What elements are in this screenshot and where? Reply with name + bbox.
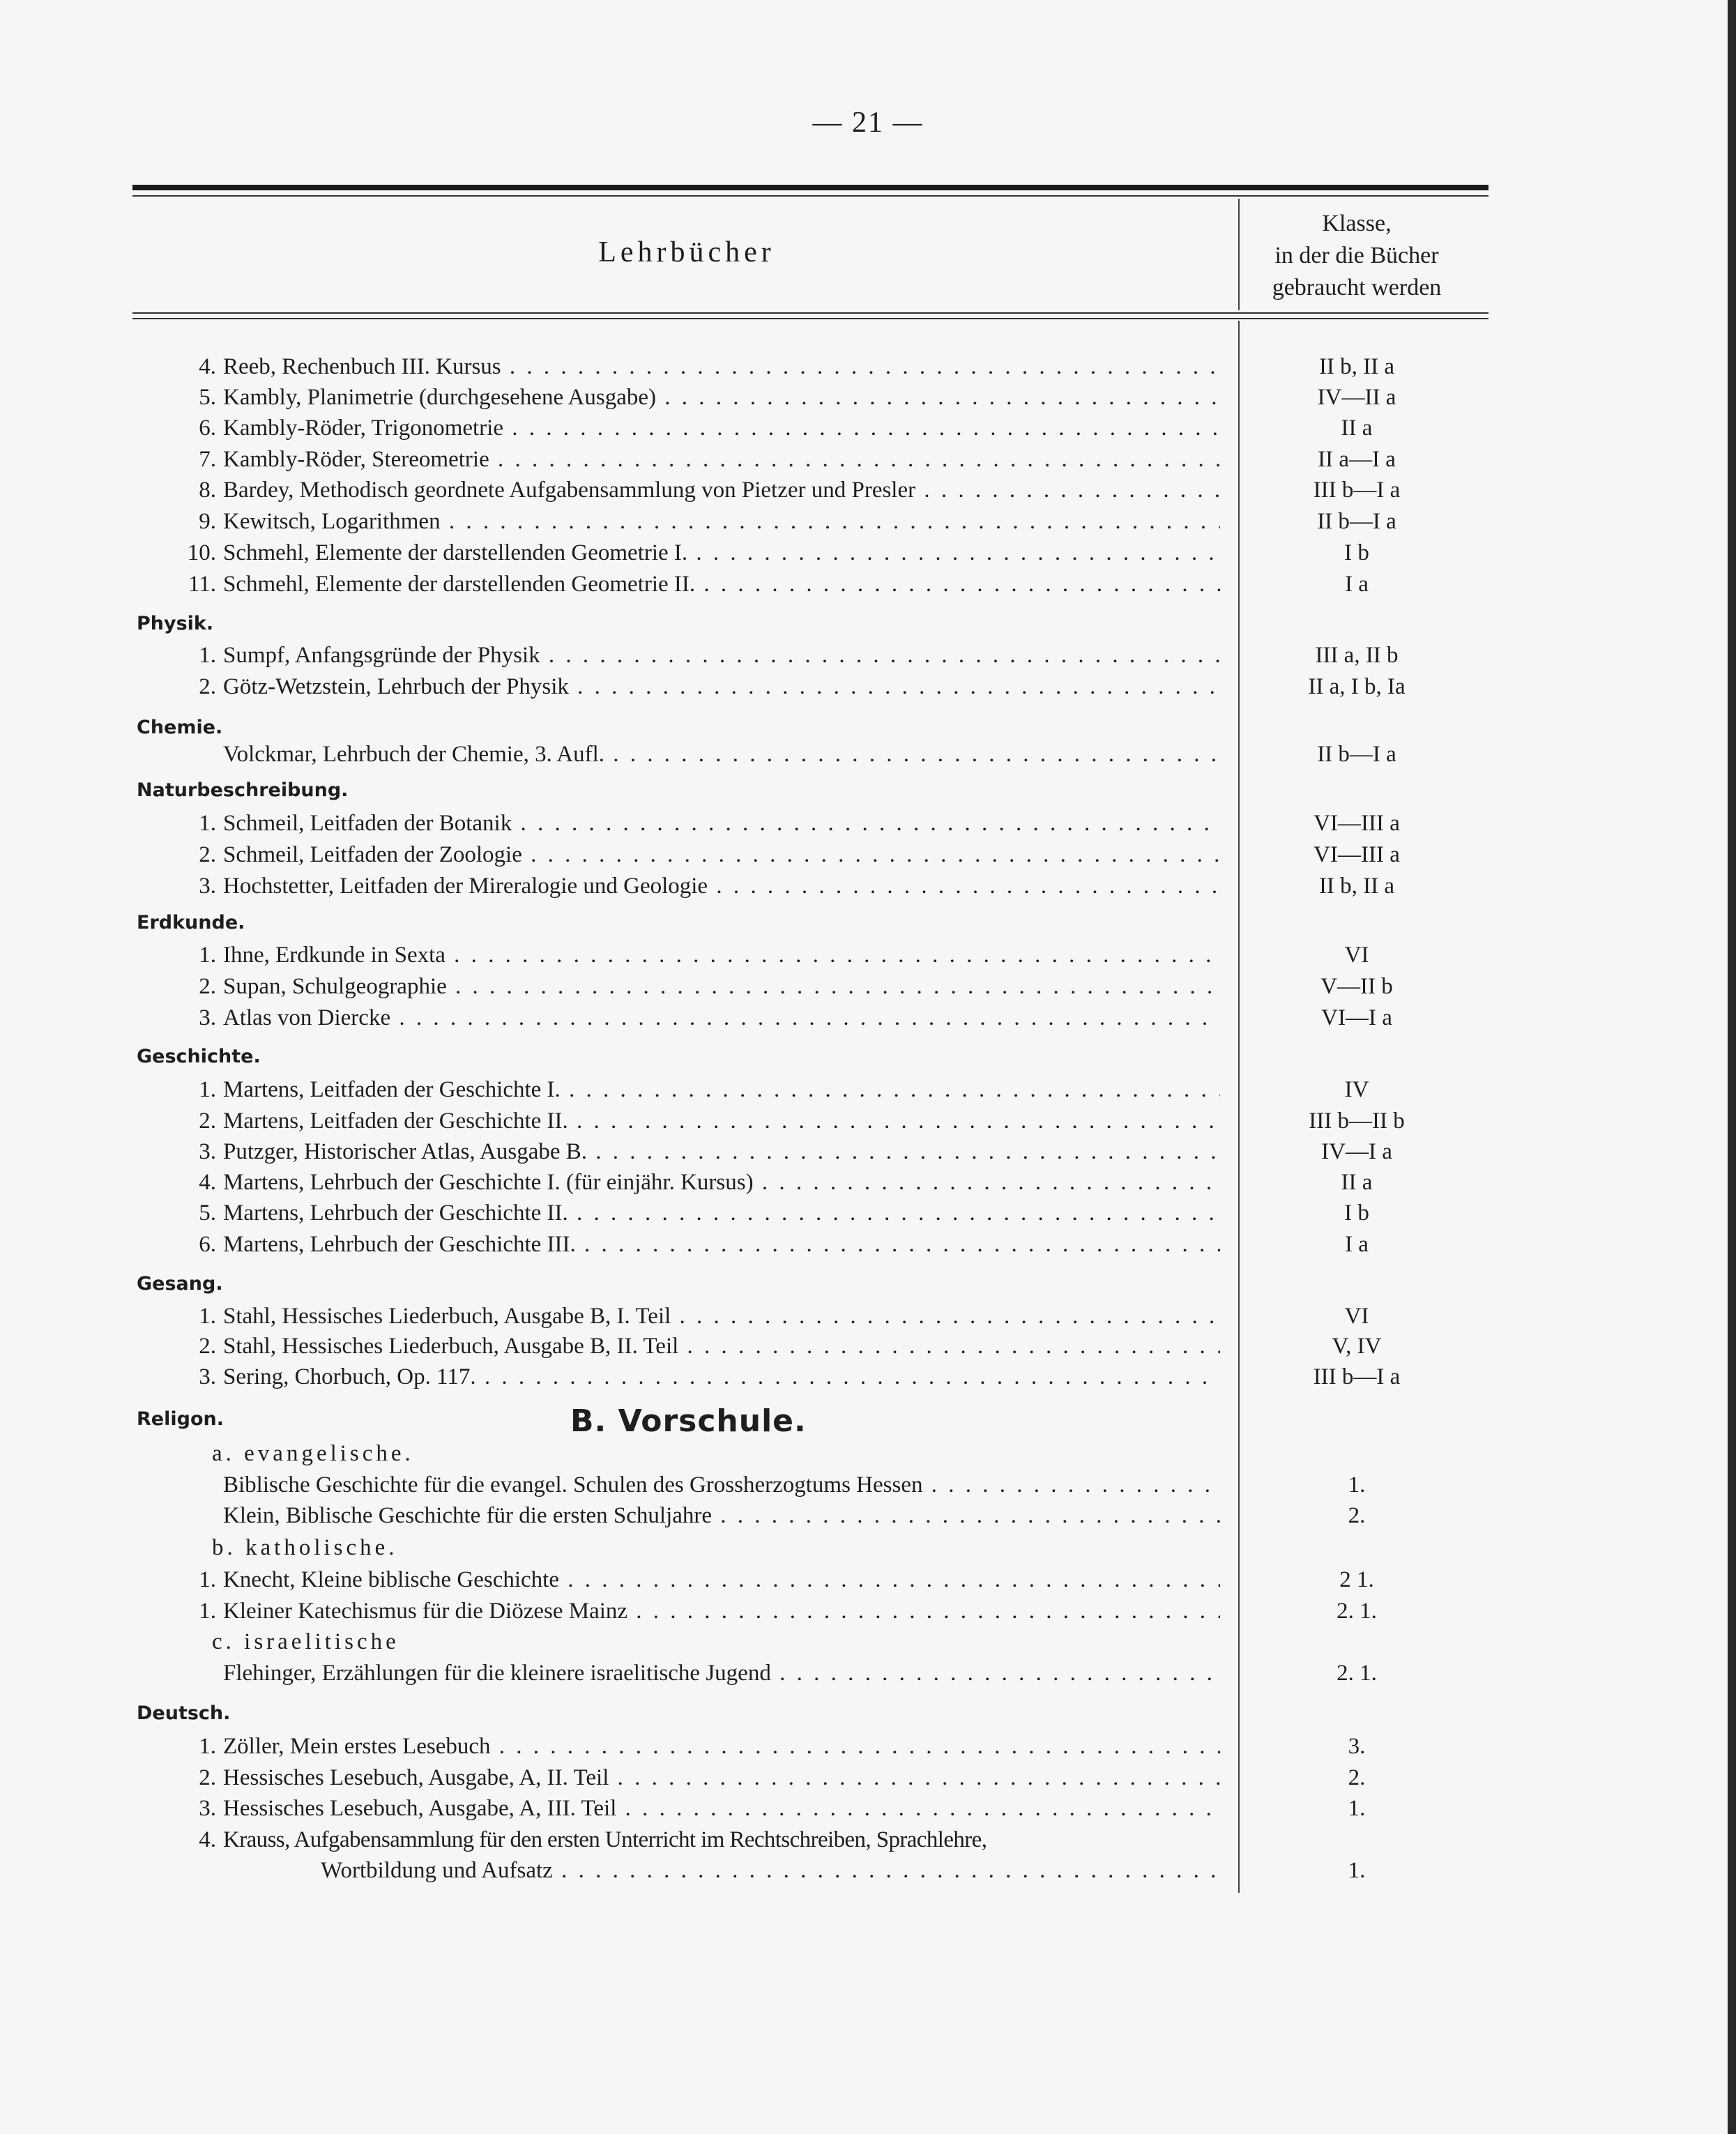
section-physik: Physik. xyxy=(137,613,214,634)
book-row: 2. Schmeil, Leitfaden der Zoologie . . . xyxy=(174,839,1220,870)
header-klasse-line: Klasse, xyxy=(1322,211,1392,236)
section-religion: Religon. xyxy=(137,1408,224,1430)
header-title: Lehrbücher xyxy=(598,236,775,268)
book-row: 4. Krauss, Aufgabensammlung für den ersten Unterricht im Rechtschreiben, Sprachlehre, xyxy=(199,1827,987,1852)
header-bottom-rule xyxy=(132,312,1488,314)
book-klasse: VI xyxy=(1344,1304,1369,1329)
book-row: 3. Hessisches Lesebuch, Ausgabe, A, III. Teil . . . xyxy=(174,1793,1220,1824)
book-row: 1. Schmeil, Leitfaden der Botanik . . . xyxy=(174,808,1220,839)
book-klasse: 2 1. xyxy=(1339,1567,1374,1592)
section-deutsch: Deutsch. xyxy=(137,1702,231,1724)
book-klasse: 2. 1. xyxy=(1337,1599,1377,1624)
book-klasse: II b—I a xyxy=(1317,742,1396,767)
book-row: 1. Kleiner Katechismus für die Diözese Mainz . . . xyxy=(174,1596,1220,1626)
book-klasse: III b—I a xyxy=(1313,478,1401,503)
book-klasse: III b—I a xyxy=(1313,1364,1401,1389)
book-row: 8. Bardey, Methodisch geordnete Aufgabensammlung von Pietzer und Presler . . . xyxy=(174,475,1220,505)
book-row: 2. Götz-Wetzstein, Lehrbuch der Physik . . . xyxy=(174,671,1220,702)
top-rule-thin xyxy=(132,195,1488,197)
header-klasse-line: gebraucht werden xyxy=(1272,275,1442,300)
section-naturbeschreibung: Naturbeschreibung. xyxy=(137,779,349,801)
book-klasse: II a, I b, Ia xyxy=(1308,674,1406,699)
book-klasse: I b xyxy=(1344,1201,1369,1226)
book-klasse: VI xyxy=(1344,943,1369,968)
book-klasse: 2. 1. xyxy=(1337,1661,1377,1686)
book-row: 6. Martens, Lehrbuch der Geschichte III. . . . xyxy=(174,1229,1220,1260)
book-klasse: IV—II a xyxy=(1317,385,1396,410)
book-klasse: I a xyxy=(1345,1232,1369,1257)
book-row: 3. Putzger, Historischer Atlas, Ausgabe B. . . . xyxy=(174,1136,1220,1167)
book-row: 4. Martens, Lehrbuch der Geschichte I. (für einjähr. Kursus) . . . xyxy=(174,1167,1220,1198)
book-klasse: II a xyxy=(1341,1170,1373,1195)
book-row: 5. Martens, Lehrbuch der Geschichte II. . . . xyxy=(174,1198,1220,1228)
section-geschichte: Geschichte. xyxy=(137,1046,261,1067)
book-klasse: IV xyxy=(1344,1077,1369,1102)
book-row: 3. Hochstetter, Leitfaden der Mireralogie und Geologie . . . xyxy=(174,871,1220,901)
book-row: 2. Stahl, Hessisches Liederbuch, Ausgabe B, II. Teil . . . xyxy=(174,1331,1220,1362)
scan-edge xyxy=(1728,0,1736,2134)
book-row-continuation: Wortbildung und Aufsatz . . . xyxy=(321,1855,1220,1886)
book-klasse: V—II b xyxy=(1320,974,1393,999)
book-klasse: II b, II a xyxy=(1318,874,1395,899)
book-row: 1. Knecht, Kleine biblische Geschichte . . . xyxy=(174,1564,1220,1595)
header-column-separator xyxy=(1238,199,1240,310)
book-row: 1. Ihne, Erdkunde in Sexta . . . xyxy=(174,940,1220,970)
book-klasse: IV—I a xyxy=(1321,1139,1392,1164)
section-gesang: Gesang. xyxy=(137,1273,223,1295)
book-klasse: I b xyxy=(1344,540,1369,565)
book-klasse: 1. xyxy=(1348,1796,1366,1821)
header-klasse-line: in der die Bücher xyxy=(1274,243,1439,268)
section-chemie: Chemie. xyxy=(137,717,223,738)
book-row: 1. Martens, Leitfaden der Geschichte I. . . . xyxy=(174,1074,1220,1105)
page-number: — 21 — xyxy=(812,107,924,139)
book-row: 3. Sering, Chorbuch, Op. 117. . . . xyxy=(174,1362,1220,1392)
book-klasse: 1. xyxy=(1348,1472,1366,1497)
book-row: 1. Stahl, Hessisches Liederbuch, Ausgabe B, I. Teil . . . xyxy=(174,1301,1220,1332)
book-klasse: III b—II b xyxy=(1309,1108,1405,1134)
subsection-katholisch: b. katholische. xyxy=(212,1535,398,1560)
book-klasse: VI—III a xyxy=(1314,811,1400,836)
book-klasse: 2. xyxy=(1348,1765,1366,1790)
book-klasse: VI—III a xyxy=(1314,842,1400,867)
book-row: 3. Atlas von Diercke . . . xyxy=(174,1003,1220,1033)
section-erdkunde: Erdkunde. xyxy=(137,912,245,933)
book-row: Flehinger, Erzählungen für die kleinere israelitische Jugend . . . xyxy=(174,1658,1220,1689)
book-row: Volckmar, Lehrbuch der Chemie, 3. Aufl. . . . xyxy=(174,739,1220,770)
book-klasse: 2. xyxy=(1348,1503,1366,1528)
book-klasse: VI—I a xyxy=(1321,1005,1392,1030)
subsection-evangelisch: a. evangelische. xyxy=(212,1441,414,1466)
book-klasse: II a—I a xyxy=(1318,447,1396,472)
book-klasse: 1. xyxy=(1348,1858,1366,1883)
book-klasse: I a xyxy=(1345,572,1369,597)
book-row: 4. Reeb, Rechenbuch III. Kursus . . . xyxy=(174,351,1220,382)
vorschule-heading: B. Vorschule. xyxy=(570,1403,807,1439)
book-row: Klein, Biblische Geschichte für die ersten Schuljahre . . . xyxy=(174,1500,1220,1531)
header-bottom-rule-2 xyxy=(132,318,1488,319)
book-klasse: III a, II b xyxy=(1315,643,1399,668)
book-klasse: V, IV xyxy=(1332,1334,1382,1359)
book-row: 1. Sumpf, Anfangsgründe der Physik . . . xyxy=(174,640,1220,671)
book-klasse: II b, II a xyxy=(1318,354,1395,379)
header-klasse xyxy=(1238,208,1475,304)
book-klasse: 3. xyxy=(1348,1734,1366,1759)
book-row: 9. Kewitsch, Logarithmen . . . xyxy=(174,506,1220,537)
book-row: 2. Martens, Leitfaden der Geschichte II. . . . xyxy=(174,1106,1220,1136)
subsection-israelitisch: c. israelitische xyxy=(212,1629,399,1654)
book-klasse: II b—I a xyxy=(1317,509,1396,534)
book-row: 2. Supan, Schulgeographie . . . xyxy=(174,971,1220,1002)
book-row: 1. Zöller, Mein erstes Lesebuch . . . xyxy=(174,1731,1220,1762)
book-row: 6. Kambly-Röder, Trigonometrie . . . xyxy=(174,413,1220,443)
book-row: 7. Kambly-Röder, Stereometrie . . . xyxy=(174,444,1220,475)
book-klasse: II a xyxy=(1341,416,1373,441)
book-row: 11. Schmehl, Elemente der darstellenden Geometrie II. . . . xyxy=(174,569,1220,600)
book-row: 2. Hessisches Lesebuch, Ausgabe, A, II. Teil . . . xyxy=(174,1762,1220,1793)
book-row: Biblische Geschichte für die evangel. Schulen des Grossherzogtums Hessen . . . xyxy=(174,1470,1220,1500)
book-row: 5. Kambly, Planimetrie (durchgesehene Ausgabe) . . . xyxy=(174,382,1220,413)
book-row: 10. Schmehl, Elemente der darstellenden Geometrie I. . . . xyxy=(174,538,1220,568)
top-rule xyxy=(132,185,1488,190)
